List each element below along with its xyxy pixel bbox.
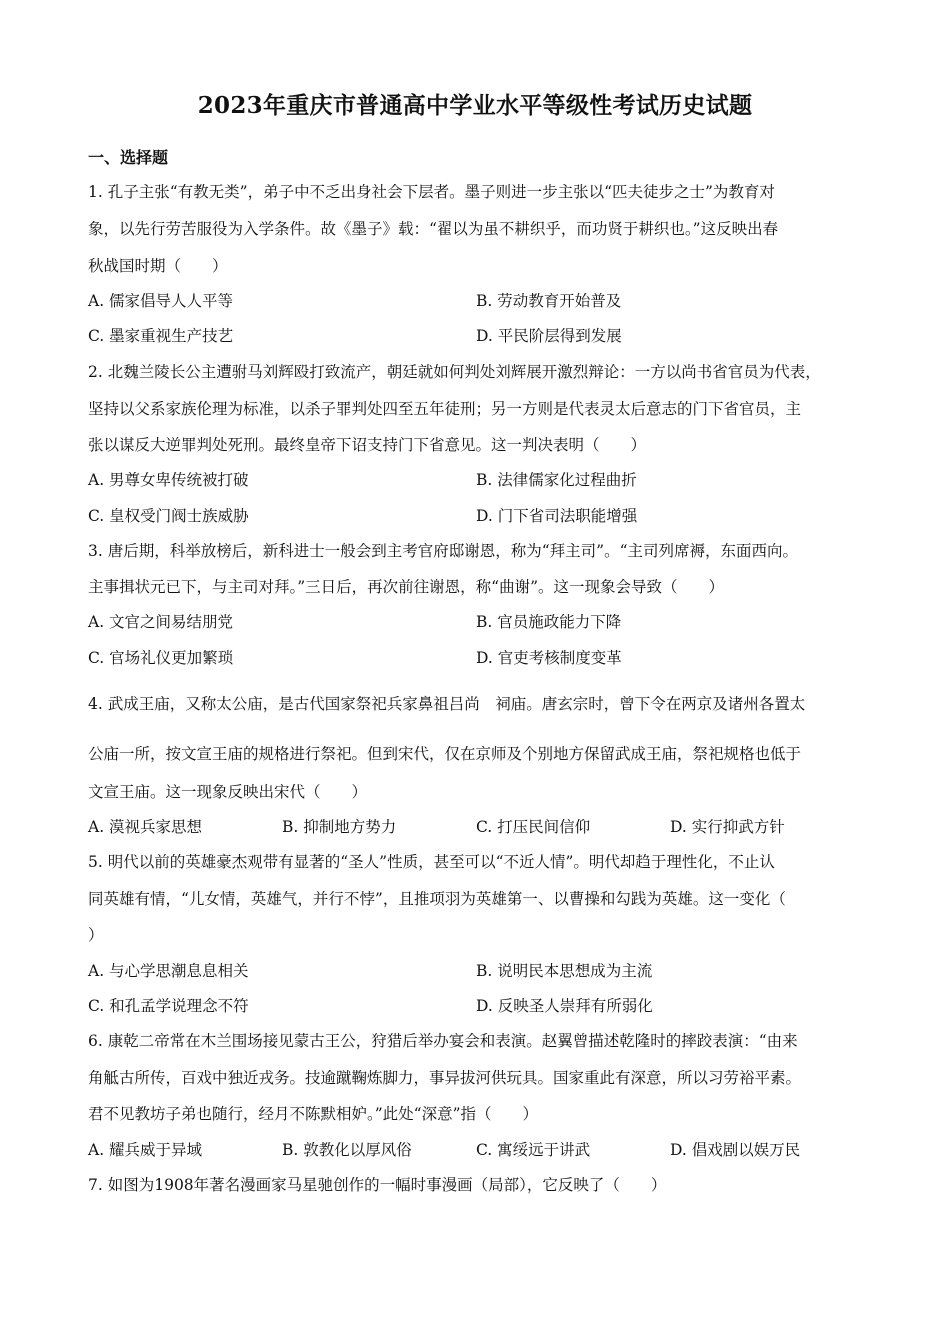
question-4-line-2: 公庙一所，按文宣王庙的规格进行祭祀。但到宋代，仅在京师及个别地方保留武成王庙，祭祀规格也低于	[88, 745, 802, 763]
question-3-option-d: D. 官吏考核制度变革	[476, 649, 622, 667]
question-5-line-1: 5. 明代以前的英雄豪杰观带有显著的“圣人”性质，甚至可以“不近人情”。明代却趋于理性化，不止认	[88, 853, 775, 871]
question-4-option-c: C. 打压民间信仰	[476, 818, 591, 836]
question-6-line-1: 6. 康乾二帝常在木兰围场接见蒙古王公，狩猎后举办宴会和表演。赵翼曾描述乾隆时的摔跤表演：“由来	[88, 1032, 798, 1050]
question-2-option-d: D. 门下省司法职能增强	[476, 507, 638, 525]
question-2-line-1: 2. 北魏兰陵长公主遭驸马刘辉殴打致流产，朝廷就如何判处刘辉展开激烈辩论：一方以尚书省官员为代表，	[88, 363, 821, 381]
question-4-option-d: D. 实行抑武方针	[670, 818, 785, 836]
question-6-line-3: 君不见教坊子弟也随行，经月不陈默相妒。”此处“深意”指（ ）	[88, 1105, 539, 1123]
question-6-option-c: C. 寓绥远于讲武	[476, 1141, 591, 1159]
question-3-option-a: A. 文官之间易结朋党	[88, 613, 234, 631]
question-5-line-2: 同英雄有情，“儿女情，英雄气，并行不悖”，且推项羽为英雄第一、以曹操和勾践为英雄。这一变化（	[88, 890, 786, 908]
question-4-option-b: B. 抑制地方势力	[282, 818, 397, 836]
question-3-line-1: 3. 唐后期，科举放榜后，新科进士一般会到主考官府邸谢恩，称为“拜主司”。“主司列席褥，东面西向。	[88, 542, 798, 560]
question-2-option-b: B. 法律儒家化过程曲折	[476, 471, 637, 489]
question-2-option-a: A. 男尊女卑传统被打破	[88, 471, 249, 489]
question-3-line-2: 主事揖状元已下，与主司对拜。”三日后，再次前往谢恩，称“曲谢”。这一现象会导致（ ）	[88, 578, 725, 596]
question-2-line-2: 坚持以父系家族伦理为标准，以杀子罪判处四至五年徒刑；另一方则是代表灵太后意志的门下省官员，主	[88, 400, 802, 418]
question-1-option-d: D. 平民阶层得到发展	[476, 327, 622, 345]
question-1-option-a: A. 儒家倡导人人平等	[88, 292, 234, 310]
question-6-option-b: B. 敦教化以厚风俗	[282, 1141, 412, 1159]
question-5-line-3: ）	[88, 926, 104, 944]
question-1-line-2: 象，以先行劳苦服役为入学条件。故《墨子》载：“翟以为虽不耕织乎，而功贤于耕织也。”这反映出春	[88, 220, 779, 238]
question-2-line-3: 张以谋反大逆罪判处死刑。最终皇帝下诏支持门下省意见。这一判决表明（ ）	[88, 436, 647, 454]
question-5-option-b: B. 说明民本思想成为主流	[476, 962, 653, 980]
question-1-line-3: 秋战国时期（ ）	[88, 257, 228, 275]
question-3-option-c: C. 官场礼仪更加繁琐	[88, 649, 234, 667]
question-1-line-1: 1. 孔子主张“有教无类”，弟子中不乏出身社会下层者。墨子则进一步主张以“匹夫徒步之士”为教育对	[88, 183, 775, 201]
question-2-option-c: C. 皇权受门阀士族威胁	[88, 507, 249, 525]
question-5-option-d: D. 反映圣人崇拜有所弱化	[476, 997, 653, 1015]
question-6-option-a: A. 耀兵威于异域	[88, 1141, 203, 1159]
question-6-option-d: D. 倡戏剧以娱万民	[670, 1141, 801, 1159]
section-heading: 一、选择题	[88, 148, 169, 167]
question-5-option-a: A. 与心学思潮息息相关	[88, 962, 249, 980]
question-4-line-1: 4. 武成王庙，又称太公庙，是古代国家祭祀兵家鼻祖吕尚 祠庙。唐玄宗时，曾下令在两京及诸州各置太	[88, 695, 806, 713]
question-7-line-1: 7. 如图为1908年著名漫画家马星驰创作的一幅时事漫画（局部），它反映了（ ）	[88, 1176, 667, 1194]
question-3-option-b: B. 官员施政能力下降	[476, 613, 622, 631]
question-4-option-a: A. 漠视兵家思想	[88, 818, 203, 836]
question-4-line-3: 文宣王庙。这一现象反映出宋代（ ）	[88, 783, 368, 801]
question-1-option-c: C. 墨家重视生产技艺	[88, 327, 234, 345]
question-6-line-2: 角觝古所传，百戏中独近戎务。技逾蹴鞠炼脚力，事异拔河供玩具。国家重此有深意，所以习劳裕平素。	[88, 1069, 802, 1087]
page-title: 2023年重庆市普通高中学业水平等级性考试历史试题	[197, 92, 753, 119]
question-5-option-c: C. 和孔孟学说理念不符	[88, 997, 249, 1015]
question-1-option-b: B. 劳动教育开始普及	[476, 292, 622, 310]
